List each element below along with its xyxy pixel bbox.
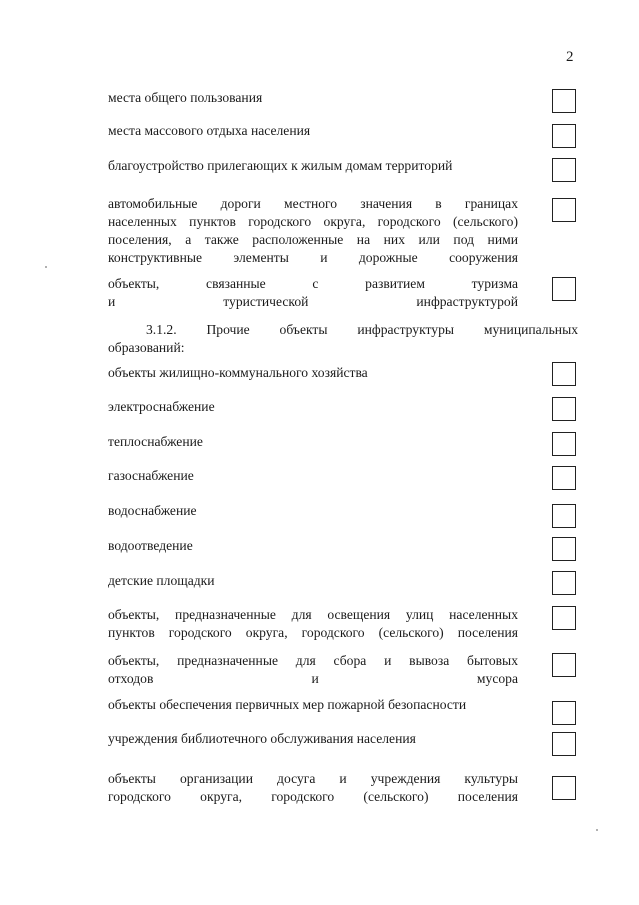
option-label: объекты жилищно-коммунального хозяйства <box>108 365 368 380</box>
scan-speck <box>596 829 598 831</box>
option-checkbox[interactable] <box>552 89 576 113</box>
section-heading: 3.1.2. Прочие объекты инфраструктуры муниципальных образований: <box>108 322 578 355</box>
option-label: объекты обеспечения первичных мер пожарной безопасности <box>108 697 467 712</box>
option-label: объекты, связанные с развитием туризма и туристической инфраструктурой <box>108 276 518 309</box>
page-number: 2 <box>566 49 574 65</box>
option-label: газоснабжение <box>108 468 194 483</box>
option-label: водоотведение <box>108 538 193 553</box>
option-label: водоснабжение <box>108 503 197 518</box>
option-checkbox[interactable] <box>552 504 576 528</box>
option-label: теплоснабжение <box>108 434 203 449</box>
option-label: автомобильные дороги местного значения в границах населенных пунктов городского округа, городского (сельского) поселения, а также расположенные на них или под ними конструктивные элементы и дорожные сооружения <box>108 196 518 265</box>
option-checkbox[interactable] <box>552 362 576 386</box>
option-checkbox[interactable] <box>552 701 576 725</box>
option-label: благоустройство прилегающих к жилым домам территорий <box>108 158 453 173</box>
option-checkbox[interactable] <box>552 466 576 490</box>
option-checkbox[interactable] <box>552 277 576 301</box>
option-checkbox[interactable] <box>552 776 576 800</box>
option-label: места массового отдыха населения <box>108 123 311 138</box>
option-checkbox[interactable] <box>552 124 576 148</box>
scan-speck <box>45 266 47 268</box>
option-label: электроснабжение <box>108 399 215 414</box>
option-checkbox[interactable] <box>552 606 576 630</box>
option-checkbox[interactable] <box>552 397 576 421</box>
option-label: объекты, предназначенные для сбора и вывоза бытовых отходов и мусора <box>108 653 518 686</box>
option-checkbox[interactable] <box>552 571 576 595</box>
option-label: детские площадки <box>108 573 215 588</box>
option-checkbox[interactable] <box>552 432 576 456</box>
option-label: места общего пользования <box>108 90 263 105</box>
option-label: объекты организации досуга и учреждения культуры городского округа, городского (сельского) поселения <box>108 771 518 804</box>
option-checkbox[interactable] <box>552 653 576 677</box>
option-checkbox[interactable] <box>552 158 576 182</box>
option-label: учреждения библиотечного обслуживания населения <box>108 731 416 746</box>
option-checkbox[interactable] <box>552 198 576 222</box>
option-checkbox[interactable] <box>552 537 576 561</box>
option-label: объекты, предназначенные для освещения улиц населенных пунктов городского округа, городского (сельского) поселения <box>108 607 518 640</box>
option-checkbox[interactable] <box>552 732 576 756</box>
